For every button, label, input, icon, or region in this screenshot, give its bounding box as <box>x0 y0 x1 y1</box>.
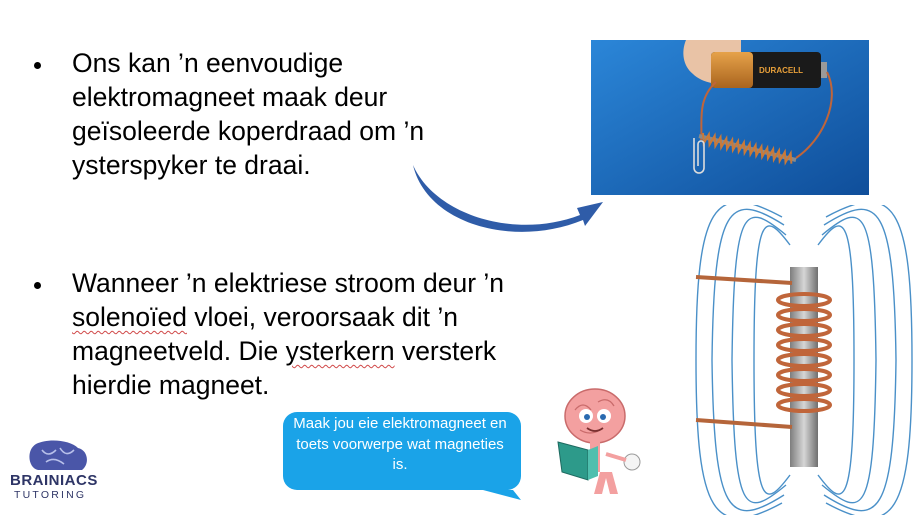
bullet-2-line: Wanneer ’n elektriese stroom deur ’n <box>72 268 505 298</box>
text-run: magneetveld. Die <box>72 336 286 366</box>
brain-mascot-icon <box>540 380 650 505</box>
spellcheck-word: ysterkern <box>285 336 395 366</box>
text-run: vloei, veroorsaak dit ’n <box>186 302 458 332</box>
logo-subtitle: TUTORING <box>14 489 87 501</box>
electromagnet-photo <box>591 40 869 195</box>
text-run: versterk <box>394 336 497 366</box>
callout-text: Maak jou eie elektromagneet en toets voorwerpe wat magneties is. <box>293 415 507 473</box>
solenoid-diagram <box>694 205 916 515</box>
bullet-2-text <box>72 266 562 402</box>
bullet-2-line <box>72 334 562 368</box>
bullet-2-line <box>72 300 562 334</box>
bullet-1-line: geïsoleerde koperdraad om ’n <box>72 116 425 146</box>
bullet-2-line: hierdie magneet. <box>72 370 270 400</box>
bullet-2 <box>34 266 554 416</box>
logo-wordmark: BRAINIACS <box>10 472 98 489</box>
bullet-dot <box>34 282 41 289</box>
bullet-1-line: Ons kan ’n eenvoudige <box>72 48 344 78</box>
curved-arrow-icon <box>405 160 620 235</box>
bullet-1-line: elektromagneet maak deur <box>72 82 388 112</box>
battery-label: DURACELL <box>759 66 803 75</box>
spellcheck-word: solenoïed <box>72 302 187 332</box>
bullet-1-line: ysterspyker te draai. <box>72 150 311 180</box>
bullet-dot <box>34 62 41 69</box>
